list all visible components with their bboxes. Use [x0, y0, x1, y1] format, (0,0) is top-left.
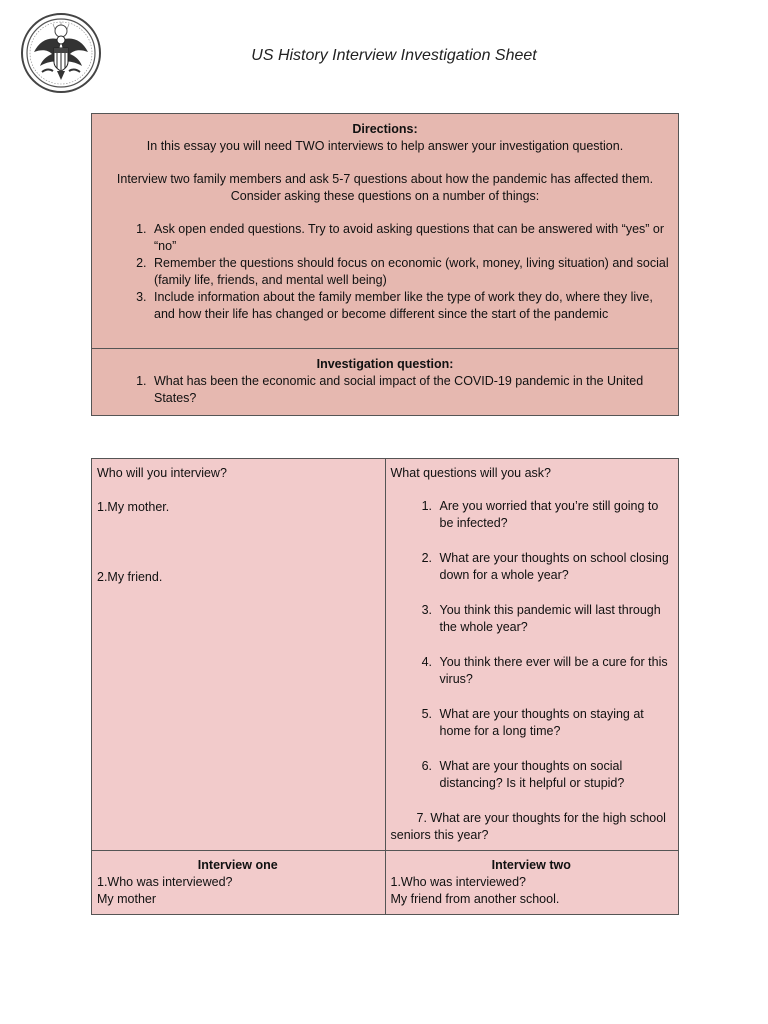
- question-item: 3. You think this pandemic will last through the whole year?: [436, 602, 673, 636]
- interview-one-prompt: 1.Who was interviewed?: [97, 875, 233, 889]
- page-title: US History Interview Investigation Sheet: [251, 47, 537, 64]
- investigation-list: [100, 373, 670, 407]
- interviewees-header: Who will you interview?: [97, 466, 227, 480]
- interview-one-heading: Interview one: [197, 858, 278, 872]
- directions-item: 1. Ask open ended questions. Try to avoid asking questions that can be answered with “yes” or “no”: [150, 221, 670, 255]
- question-item-7: 7. What are your thoughts for the high school seniors this year?: [390, 811, 666, 842]
- questions-header: What questions will you ask?: [390, 466, 551, 480]
- interview-two-heading: Interview two: [491, 858, 571, 872]
- interview-one-answer: My mother: [97, 892, 157, 906]
- question-item: 1. Are you worried that you’re still going to be infected?: [436, 498, 673, 532]
- interviewees-cell: [92, 459, 386, 851]
- question-item: 4. You think there ever will be a cure for this virus?: [436, 654, 673, 688]
- interview-two-answer: My friend from another school.: [390, 892, 560, 906]
- directions-item: 3. Include information about the family member like the type of work they do, where they live, and how their life has changed or become different since the start of the pandemic: [150, 289, 670, 323]
- directions-list: [100, 221, 670, 323]
- table-row: [92, 851, 679, 915]
- investigation-section: [92, 348, 678, 415]
- questions-cell: [385, 459, 679, 851]
- investigation-item: 1. What has been the economic and social impact of the COVID-19 pandemic in the United States?: [150, 373, 670, 407]
- table-row: [92, 459, 679, 851]
- question-item: 5. What are your thoughts on staying at home for a long time?: [436, 706, 673, 740]
- directions-line2: Interview two family members and ask 5-7 questions about how the pandemic has affected them. Consider asking these questions on a number of things:: [116, 172, 654, 203]
- interviewee-1: 1.My mother.: [97, 500, 170, 514]
- interview-one-cell: [92, 851, 386, 915]
- directions-heading: Directions:: [352, 122, 418, 136]
- interviewee-2: 2.My friend.: [97, 570, 163, 584]
- interview-two-cell: [385, 851, 679, 915]
- directions-line1: In this essay you will need TWO interviews to help answer your investigation question.: [146, 139, 624, 153]
- directions-box: [91, 113, 679, 416]
- interview-two-prompt: 1.Who was interviewed?: [390, 875, 526, 889]
- questions-list: [391, 498, 673, 792]
- question-item: 6. What are your thoughts on social distancing? Is it helpful or stupid?: [436, 758, 673, 792]
- directions-section: [92, 114, 678, 348]
- question-item: 2. What are your thoughts on school closing down for a whole year?: [436, 550, 673, 584]
- interview-table: [91, 458, 679, 915]
- directions-item: 2. Remember the questions should focus on economic (work, money, living situation) and social (family life, friends, and mental well being): [150, 255, 670, 289]
- investigation-heading: Investigation question:: [316, 357, 454, 371]
